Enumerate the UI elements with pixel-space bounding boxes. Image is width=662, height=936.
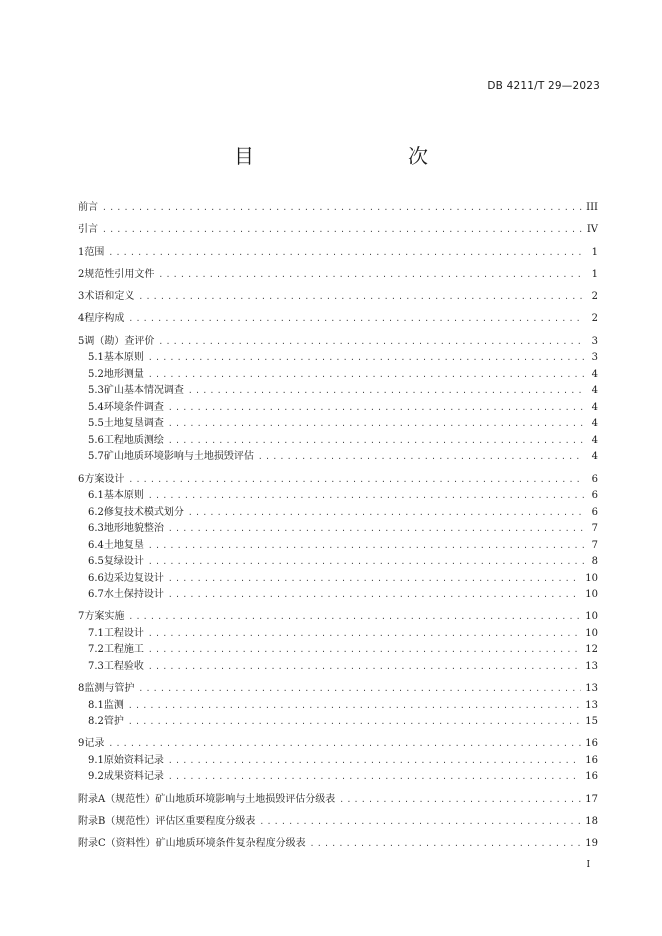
footer-page-number: I [586, 860, 590, 870]
toc-entry-label: 基本原则 [103, 490, 144, 502]
toc-leader-dots [148, 350, 584, 367]
toc-entry-label: 调（勘）查评价 [84, 335, 155, 347]
toc-entry-number: 5.6 [88, 434, 104, 446]
toc-entry-number: 5.3 [88, 385, 104, 397]
toc-entry-number: 7 [78, 611, 85, 623]
toc-entry-label: 程序构成 [84, 313, 125, 325]
toc-entry[interactable] [78, 714, 598, 731]
toc-leader-dots [168, 400, 584, 417]
toc-entry-page: 10 [585, 611, 598, 623]
toc-entry-page: 1 [591, 246, 598, 258]
toc-entry-label: 修复技术模式划分 [103, 506, 184, 518]
toc-entry-page: 19 [585, 838, 598, 850]
toc-entry-label: 工程地质测绘 [103, 434, 164, 446]
toc-entry-label: 原始资料记录 [103, 754, 164, 766]
toc-entry-page: 13 [585, 683, 598, 695]
toc-entry-number: 5.7 [88, 451, 104, 463]
toc-entry-page: 7 [591, 539, 598, 551]
toc-leader-dots [168, 587, 581, 604]
toc-leader-dots [102, 222, 583, 239]
toc-entry-page: 7 [591, 523, 598, 535]
toc-entry-label: 范围 [84, 246, 105, 258]
toc-entry-number: 6.6 [88, 572, 104, 584]
toc-entry[interactable] [78, 267, 598, 284]
toc-entry[interactable] [78, 472, 598, 489]
toc-entry[interactable] [78, 334, 598, 351]
toc-entry-number: 6.2 [88, 506, 104, 518]
toc-entry-page: 15 [585, 716, 598, 728]
toc-entry[interactable] [78, 433, 598, 450]
toc-entry[interactable] [78, 488, 598, 505]
toc-entry[interactable] [78, 571, 598, 588]
toc-leader-dots [102, 200, 582, 217]
toc-entry-label: 术语和定义 [84, 291, 135, 303]
toc-entry-label: 成果资料记录 [103, 771, 164, 783]
toc-entry-label: 规范性引用文件 [84, 268, 155, 280]
toc-entry[interactable] [78, 609, 598, 626]
toc-entry-number: 8.2 [88, 716, 104, 728]
toc-leader-dots [128, 472, 584, 489]
toc-entry-page: 6 [591, 490, 598, 502]
toc-entry-label: 附录B（规范性）评估区重要程度分级表 [78, 816, 256, 828]
toc-entry-page: 3 [591, 352, 598, 364]
toc-entry-number: 4 [78, 313, 85, 325]
toc-leader-dots [188, 505, 584, 522]
toc-entry-number: 6 [78, 473, 85, 485]
toc-entry[interactable] [78, 554, 598, 571]
toc-entry-label: 前言 [78, 202, 98, 213]
toc-entry-label: 附录C（资料性）矿山地质环境条件复杂程度分级表 [78, 838, 306, 850]
toc-entry-page: 4 [591, 368, 598, 380]
toc-entry-label: 管护 [103, 716, 124, 728]
toc-leader-dots [168, 571, 581, 588]
toc-entry[interactable] [78, 222, 598, 239]
toc-entry[interactable] [78, 698, 598, 715]
toc-leader-dots [148, 659, 581, 676]
toc-entry[interactable] [78, 814, 598, 831]
toc-leader-dots [158, 267, 584, 284]
toc-entry-number: 9 [78, 738, 85, 750]
toc-entry-label: 记录 [84, 738, 105, 750]
toc-entry-number: 8 [78, 683, 85, 695]
toc-entry-page: 16 [585, 738, 598, 750]
toc-entry-page: 1 [591, 268, 598, 280]
toc-entry-label: 地形测量 [103, 368, 144, 380]
toc-entry-page: 16 [585, 754, 598, 766]
toc-entry-page: 2 [591, 313, 598, 325]
toc-entry[interactable] [78, 367, 598, 384]
toc-entry-number: 5.2 [88, 368, 104, 380]
toc-leader-dots [168, 753, 581, 770]
toc-leader-dots [310, 836, 582, 853]
toc-entry-number: 5 [78, 335, 85, 347]
toc-leader-dots [108, 245, 584, 262]
toc-entry-page: 6 [591, 473, 598, 485]
toc-entry-page: 4 [591, 418, 598, 430]
toc-leader-dots [148, 538, 584, 555]
toc-leader-dots [128, 609, 581, 626]
toc-entry-page: 3 [591, 335, 598, 347]
toc-leader-dots [138, 289, 584, 306]
toc-entry-label: 边采边复设计 [103, 572, 164, 584]
toc-entry[interactable] [78, 792, 598, 809]
toc-entry-label: 方案设计 [84, 473, 125, 485]
toc-entry-label: 复绿设计 [103, 556, 144, 568]
toc-entry-label: 方案实施 [84, 611, 125, 623]
table-of-contents [78, 200, 598, 853]
toc-entry[interactable] [78, 311, 598, 328]
toc-entry-number: 6.4 [88, 539, 104, 551]
toc-entry-number: 9.2 [88, 771, 104, 783]
toc-entry-page: 17 [585, 793, 598, 805]
toc-entry-label: 地形地貌整治 [103, 523, 164, 535]
document-code: DB 4211/T 29—2023 [487, 80, 600, 92]
toc-leader-dots [128, 698, 581, 715]
toc-entry-label: 工程设计 [103, 627, 144, 639]
toc-leader-dots [148, 367, 584, 384]
toc-entry-page: 10 [585, 627, 598, 639]
toc-leader-dots [158, 334, 584, 351]
toc-entry-label: 基本原则 [103, 352, 144, 364]
toc-leader-dots [188, 383, 584, 400]
toc-entry-page: 8 [591, 556, 598, 568]
toc-entry[interactable] [78, 642, 598, 659]
toc-leader-dots [259, 814, 581, 831]
toc-entry-label: 矿山地质环境影响与土地损毁评估 [103, 451, 254, 463]
toc-leader-dots [168, 769, 581, 786]
toc-leader-dots [128, 714, 581, 731]
toc-entry[interactable] [78, 416, 598, 433]
toc-leader-dots [128, 311, 584, 328]
toc-entry-number: 8.1 [88, 699, 104, 711]
toc-entry-page: 12 [585, 644, 598, 656]
toc-entry[interactable] [78, 245, 598, 262]
toc-entry-page: 10 [585, 572, 598, 584]
toc-entry-number: 2 [78, 268, 85, 280]
toc-entry-page: 10 [585, 589, 598, 601]
toc-entry[interactable] [78, 769, 598, 786]
toc-entry-label: 水土保持设计 [103, 589, 164, 601]
toc-entry-page: 2 [591, 291, 598, 303]
toc-entry[interactable] [78, 383, 598, 400]
toc-entry-number: 7.2 [88, 644, 104, 656]
toc-entry[interactable] [78, 753, 598, 770]
toc-entry-number: 6.1 [88, 490, 104, 502]
toc-entry-page: 13 [585, 660, 598, 672]
toc-entry-page: 18 [585, 816, 598, 828]
toc-entry[interactable] [78, 538, 598, 555]
toc-leader-dots [258, 449, 584, 466]
toc-entry-label: 工程验收 [103, 660, 144, 672]
toc-entry[interactable] [78, 736, 598, 753]
toc-entry-label: 环境条件调查 [103, 401, 164, 413]
toc-leader-dots [148, 554, 584, 571]
toc-entry[interactable] [78, 289, 598, 306]
toc-leader-dots [168, 433, 584, 450]
toc-entry-page: 6 [591, 506, 598, 518]
toc-leader-dots [168, 416, 584, 433]
toc-entry-number: 7.3 [88, 660, 104, 672]
toc-entry[interactable] [78, 505, 598, 522]
toc-entry-page: 4 [591, 451, 598, 463]
toc-entry-number: 5.5 [88, 418, 104, 430]
toc-entry-number: 5.1 [88, 352, 104, 364]
toc-leader-dots [138, 681, 581, 698]
toc-leader-dots [339, 792, 581, 809]
toc-entry-number: 6.5 [88, 556, 104, 568]
toc-entry-page: 4 [591, 434, 598, 446]
toc-entry-number: 7.1 [88, 627, 104, 639]
toc-entry-page: III [586, 202, 598, 213]
toc-entry-number: 1 [78, 246, 85, 258]
toc-entry[interactable] [78, 626, 598, 643]
toc-entry-page: 4 [591, 385, 598, 397]
toc-entry-label: 附录A（规范性）矿山地质环境影响与土地损毁评估分级表 [78, 793, 336, 805]
toc-entry[interactable] [78, 587, 598, 604]
toc-entry-label: 矿山基本情况调查 [103, 385, 184, 397]
toc-entry[interactable] [78, 449, 598, 466]
toc-entry[interactable] [78, 350, 598, 367]
toc-entry-page: 16 [585, 771, 598, 783]
toc-entry[interactable] [78, 200, 598, 217]
toc-entry[interactable] [78, 681, 598, 698]
toc-leader-dots [168, 521, 584, 538]
toc-entry-label: 引言 [78, 224, 98, 236]
toc-entry-label: 土地复垦 [103, 539, 144, 551]
toc-entry-number: 5.4 [88, 401, 104, 413]
toc-entry[interactable] [78, 836, 598, 853]
toc-entry-number: 3 [78, 291, 85, 303]
toc-leader-dots [148, 642, 581, 659]
toc-entry-page: 13 [585, 699, 598, 711]
page-title: 目 次 [234, 144, 466, 168]
toc-entry-label: 监测与管护 [84, 683, 135, 695]
toc-entry-page: 4 [591, 401, 598, 413]
toc-leader-dots [148, 488, 584, 505]
toc-entry-label: 监测 [103, 699, 124, 711]
toc-entry-label: 土地复垦调查 [103, 418, 164, 430]
toc-entry-number: 9.1 [88, 754, 104, 766]
toc-entry[interactable] [78, 659, 598, 676]
toc-entry[interactable] [78, 400, 598, 417]
toc-entry-label: 工程施工 [103, 644, 144, 656]
toc-entry-number: 6.3 [88, 523, 104, 535]
toc-leader-dots [148, 626, 581, 643]
toc-entry-page: IV [586, 224, 598, 236]
toc-entry[interactable] [78, 521, 598, 538]
toc-leader-dots [108, 736, 581, 753]
toc-entry-number: 6.7 [88, 589, 104, 601]
